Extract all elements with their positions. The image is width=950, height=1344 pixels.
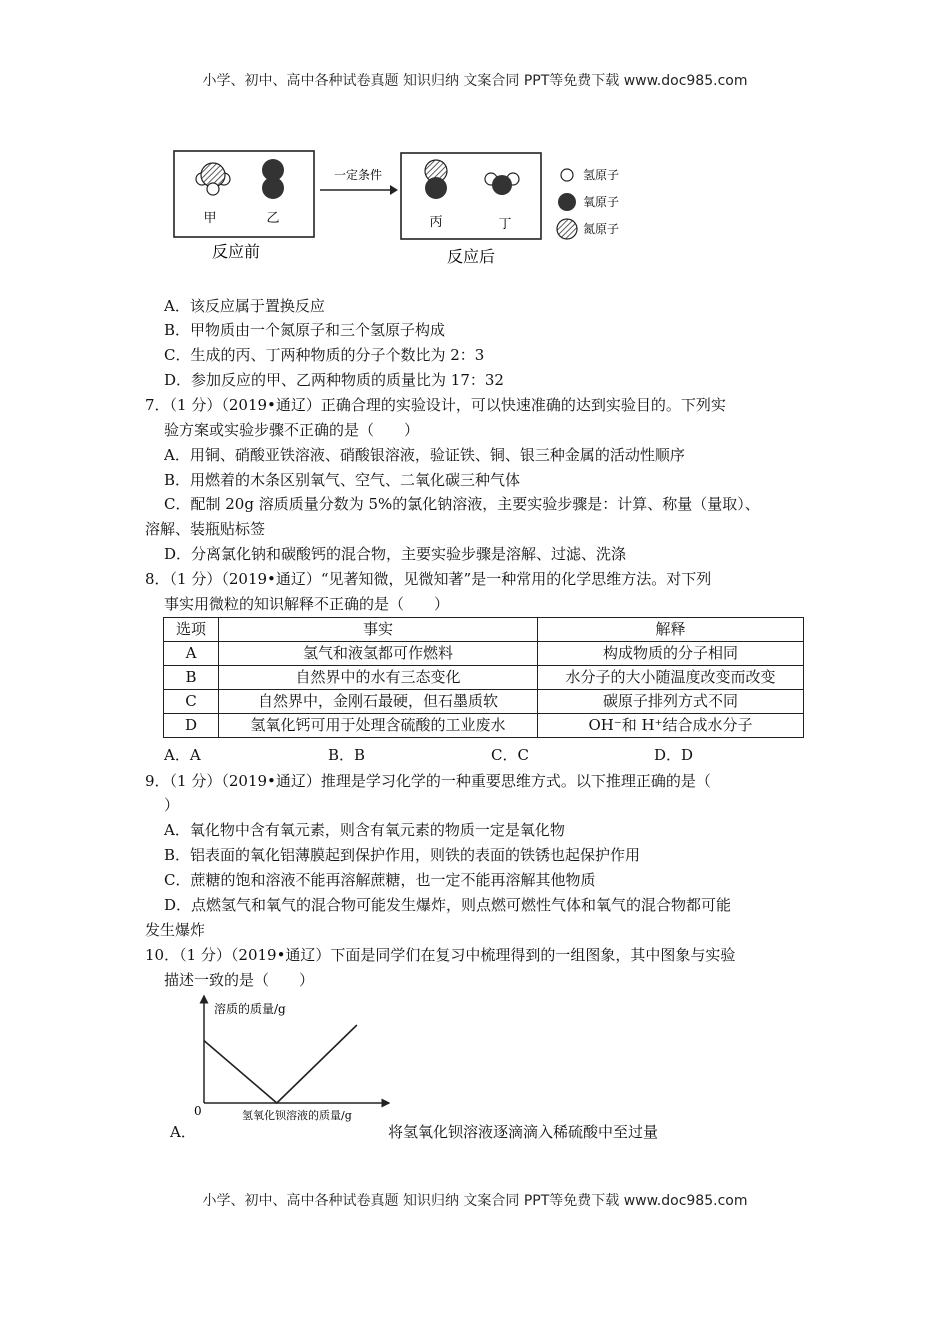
q7-option-c-line1: C．配制 20g 溶质质量分数为 5%的氯化钠溶液，主要实验步骤是：计算、称量（量取）、: [164, 495, 760, 513]
molecule-jia: [196, 163, 230, 195]
q10-option-a-label: A．: [170, 1123, 196, 1141]
table-row: [164, 714, 804, 738]
table-header-row: [164, 618, 804, 642]
q8-choice-b: B．B: [328, 746, 366, 764]
q8-stem-line1: 8．（1 分）（2019•通辽）“见著知微，见微知著”是一种常用的化学思维方法。对下列: [145, 570, 712, 588]
q9-option-d-line1: D．点燃氢气和氧气的混合物可能发生爆炸，则点燃可燃性气体和氧气的混合物都可能: [164, 896, 732, 914]
after-box: [401, 153, 541, 239]
table-cell-option: D: [164, 714, 219, 738]
table-cell-explanation: 碳原子排列方式不同: [538, 690, 804, 714]
q9-option-b: B．铝表面的氧化铝薄膜起到保护作用，则铁的表面的铁锈也起保护作用: [164, 846, 641, 864]
q9-stem-line1: 9．（1 分）（2019•通辽）推理是学习化学的一种重要思维方式。以下推理正确的是（: [145, 772, 711, 790]
table-header-option: 选项: [164, 618, 219, 642]
label-yi: 乙: [266, 211, 280, 226]
table-row: [164, 642, 804, 666]
label-ding: 丁: [498, 217, 512, 232]
label-bing: 丙: [429, 215, 443, 230]
q7-option-a: A．用铜、硝酸亚铁溶液、硝酸银溶液，验证铁、铜、银三种金属的活动性顺序: [164, 446, 685, 464]
before-box: [174, 151, 314, 237]
label-jia: 甲: [203, 211, 217, 226]
table-cell-explanation: 水分子的大小随温度改变而改变: [538, 666, 804, 690]
label-before: 反应前: [211, 242, 261, 261]
q7-stem-line2: 验方案或实验步骤不正确的是（ ）: [164, 421, 420, 439]
table-cell-fact: 氢气和液氢都可作燃料: [219, 642, 538, 666]
reaction-diagram: [168, 138, 668, 273]
q6-option-b: B．甲物质由一个氮原子和三个氢原子构成: [164, 321, 446, 339]
q9-option-a: A．氧化物中含有氧元素，则含有氧元素的物质一定是氧化物: [164, 821, 565, 839]
q10-graph-a: [190, 993, 390, 1130]
q8-stem-line2: 事实用微粒的知识解释不正确的是（ ）: [164, 595, 450, 613]
page-header: 小学、初中、高中各种试卷真题 知识归纳 文案合同 PPT等免费下载 www.doc985.com: [202, 73, 748, 89]
q9-option-c: C．蔗糖的饱和溶液不能再溶解蔗糖，也一定不能再溶解其他物质: [164, 871, 596, 889]
graph-y-label: 溶质的质量/g: [214, 1002, 286, 1016]
page-footer: 小学、初中、高中各种试卷真题 知识归纳 文案合同 PPT等免费下载 www.doc985.com: [202, 1193, 748, 1209]
table-cell-option: A: [164, 642, 219, 666]
q6-option-d: D．参加反应的甲、乙两种物质的质量比为 17：32: [164, 371, 504, 389]
arrow-label: 一定条件: [333, 168, 383, 182]
legend-hydrogen: 氢原子: [583, 168, 620, 182]
graph-origin: 0: [194, 1104, 202, 1118]
table-cell-option: B: [164, 666, 219, 690]
legend: [557, 168, 619, 239]
q8-table: [163, 617, 804, 738]
table-cell-option: C: [164, 690, 219, 714]
table-row: [164, 690, 804, 714]
reaction-arrow: [320, 185, 398, 195]
legend-oxygen: 氧原子: [583, 195, 620, 209]
q7-option-d: D．分离氯化钠和碳酸钙的混合物，主要实验步骤是溶解、过滤、洗涤: [164, 545, 627, 563]
table-header-explanation: 解释: [538, 618, 804, 642]
q7-option-c-line2: 溶解、装瓶贴标签: [145, 520, 266, 538]
q9-stem-line2: ）: [164, 796, 180, 814]
graph-line: [204, 1025, 357, 1103]
molecule-yi: [262, 159, 284, 199]
table-cell-explanation: OH⁻和 H⁺结合成水分子: [538, 714, 804, 738]
table-cell-fact: 氢氧化钙可用于处理含硫酸的工业废水: [219, 714, 538, 738]
q10-stem-line1: 10．（1 分）（2019•通辽）下面是同学们在复习中梳理得到的一组图象，其中图象与实验: [145, 946, 736, 964]
table-header-fact: 事实: [219, 618, 538, 642]
q8-choice-a: A．A: [164, 746, 201, 764]
table-cell-fact: 自然界中的水有三态变化: [219, 666, 538, 690]
graph-x-label: 氢氧化钡溶液的质量/g: [242, 1109, 352, 1122]
legend-nitrogen: 氮原子: [583, 222, 620, 236]
molecule-ding: [485, 173, 519, 195]
q9-option-d-line2: 发生爆炸: [145, 921, 206, 939]
q8-choice-d: D．D: [654, 746, 694, 764]
table-cell-explanation: 构成物质的分子相同: [538, 642, 804, 666]
table-cell-fact: 自然界中，金刚石最硬，但石墨质软: [219, 690, 538, 714]
label-after: 反应后: [446, 247, 496, 266]
q6-option-c: C．生成的丙、丁两种物质的分子个数比为 2：3: [164, 346, 485, 364]
q10-option-a-desc: 将氢氧化钡溶液逐滴滴入稀硫酸中至过量: [388, 1123, 659, 1141]
molecule-bing: [425, 160, 447, 199]
q6-option-a: A．该反应属于置换反应: [164, 297, 325, 315]
q7-option-b: B．用燃着的木条区别氧气、空气、二氧化碳三种气体: [164, 471, 521, 489]
table-row: [164, 666, 804, 690]
q10-stem-line2: 描述一致的是（ ）: [164, 971, 315, 989]
q8-choice-c: C．C: [491, 746, 529, 764]
q7-stem-line1: 7．（1 分）（2019•通辽）正确合理的实验设计，可以快速准确的达到实验目的。下列实: [145, 396, 726, 414]
